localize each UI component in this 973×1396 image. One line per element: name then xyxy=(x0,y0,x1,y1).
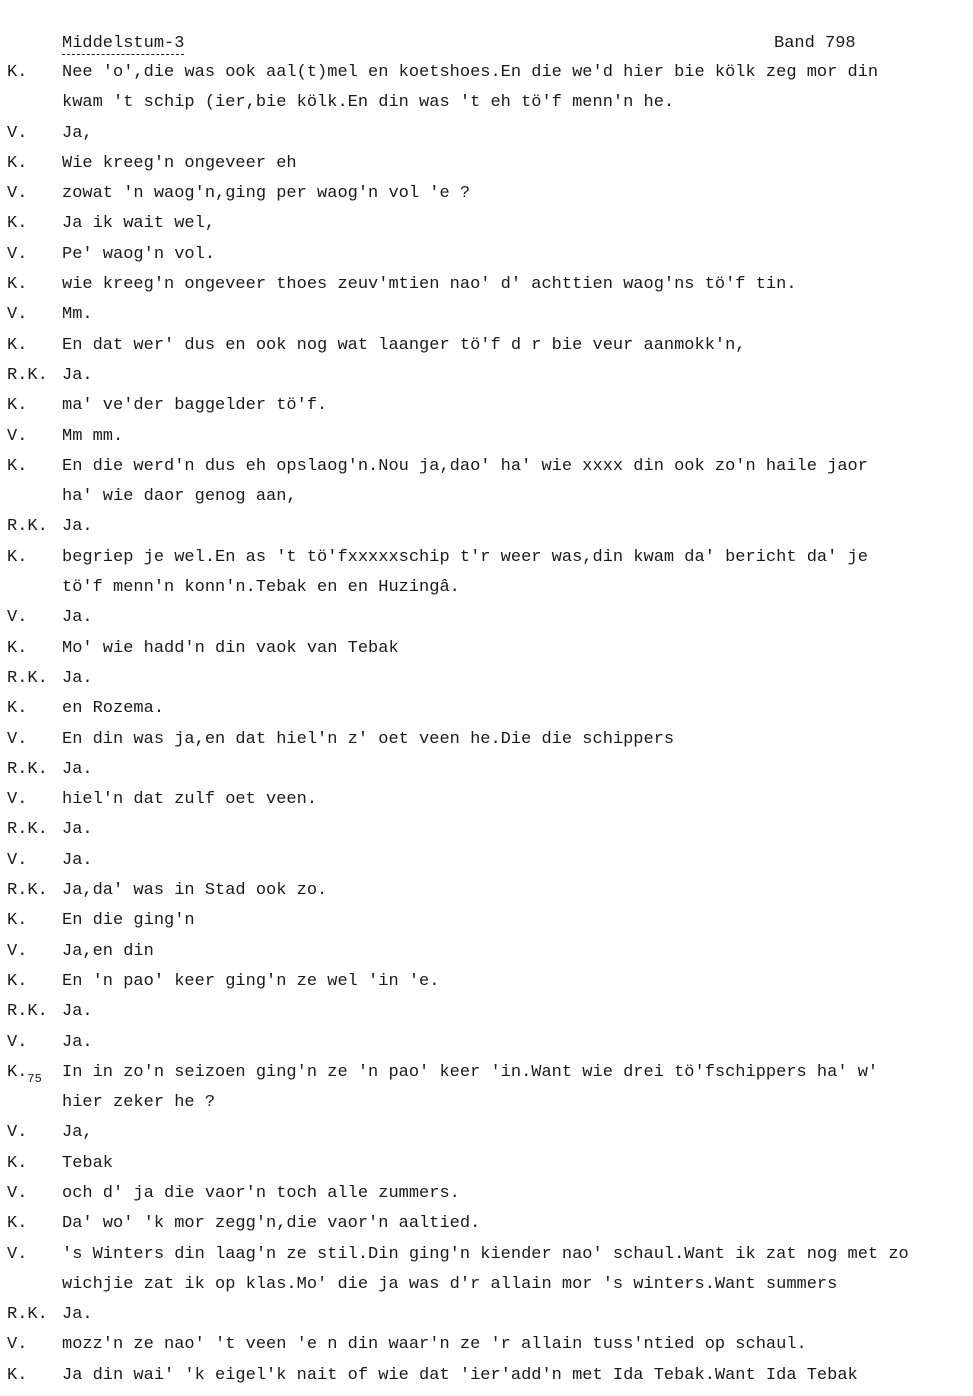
speaker-label: K. xyxy=(7,971,28,991)
transcript-line xyxy=(0,1033,973,1063)
speaker-label: K. xyxy=(7,335,28,355)
transcript-line xyxy=(0,1305,973,1335)
speaker-label: K. xyxy=(7,153,28,173)
utterance-text: hier zeker he ? xyxy=(62,1093,216,1113)
utterance-text: Pe' waog'n vol. xyxy=(62,244,216,264)
band-number: Band 798 xyxy=(774,34,856,53)
transcript-line xyxy=(0,124,973,154)
transcript-line xyxy=(0,578,973,608)
utterance-text: Ja. xyxy=(62,365,93,385)
transcript-line xyxy=(0,1275,973,1305)
transcript-line xyxy=(0,1002,973,1032)
utterance-text: ma' ve'der baggelder tö'f. xyxy=(62,396,328,416)
speaker-cell xyxy=(7,1062,42,1086)
utterance-text: wichjie zat ik op klas.Mo' die ja was d'r allain mor 's winters.Want summers xyxy=(62,1274,838,1294)
transcript-line xyxy=(0,699,973,729)
utterance-text: Ja. xyxy=(62,1305,93,1325)
transcript-line xyxy=(0,1245,973,1275)
utterance-text: Da' wo' 'k mor zegg'n,die vaor'n aaltied. xyxy=(62,1214,481,1234)
utterance-text: En die ging'n xyxy=(62,911,195,931)
speaker-label: K. xyxy=(7,214,28,234)
speaker-label: V. xyxy=(7,1183,28,1203)
transcript-line xyxy=(0,1123,973,1153)
speaker-label: K. xyxy=(7,1153,28,1173)
speaker-label: V. xyxy=(7,941,28,961)
utterance-text: Ja din wai' 'k eigel'k nait of wie dat 'ier'add'n met Ida Tebak.Want Ida Tebak xyxy=(62,1365,858,1385)
speaker-label: R.K. xyxy=(7,517,48,537)
speaker-label: R.K. xyxy=(7,668,48,688)
transcript-line xyxy=(0,942,973,972)
transcript-line xyxy=(0,669,973,699)
speaker-label: V. xyxy=(7,123,28,143)
transcript-line xyxy=(0,275,973,305)
utterance-text: Ja. xyxy=(62,608,93,628)
transcript-line xyxy=(0,972,973,1002)
utterance-text: Ja. xyxy=(62,820,93,840)
utterance-text: Nee 'o',die was ook aal(t)mel en koetshoes.En die we'd hier bie kölk zeg mor din xyxy=(62,63,879,82)
utterance-text: En 'n pao' keer ging'n ze wel 'in 'e. xyxy=(62,971,440,991)
transcript-line xyxy=(0,1335,973,1365)
speaker-label: K. xyxy=(7,638,28,658)
utterance-text: Mo' wie hadd'n din vaok van Tebak xyxy=(62,638,399,658)
transcript-line xyxy=(0,245,973,275)
speaker-label: K. xyxy=(7,275,28,295)
speaker-label: V. xyxy=(7,850,28,870)
speaker-label: V. xyxy=(7,244,28,264)
transcript-line xyxy=(0,396,973,426)
utterance-text: zowat 'n waog'n,ging per waog'n vol 'e ? xyxy=(62,184,471,204)
utterance-text: Ja. xyxy=(62,759,93,779)
transcript-line xyxy=(0,487,973,517)
transcript-line xyxy=(0,93,973,123)
utterance-text: En die werd'n dus eh opslaog'n.Nou ja,dao' ha' wie xxxx din ook zo'n haile jaor xyxy=(62,456,868,476)
speaker-label: K. xyxy=(7,547,28,567)
utterance-text: In in zo'n seizoen ging'n ze 'n pao' keer 'in.Want wie drei tö'fschippers ha' w' xyxy=(62,1062,879,1082)
speaker-label: V. xyxy=(7,729,28,749)
transcript-line xyxy=(0,517,973,547)
speaker-label: K. xyxy=(7,1365,28,1385)
transcript-line xyxy=(0,305,973,335)
utterance-text: En dat wer' dus en ook nog wat laanger tö'f d r bie veur aanmokk'n, xyxy=(62,335,746,355)
transcript-line xyxy=(0,1154,973,1184)
document-title: Middelstum-3 xyxy=(62,34,185,53)
utterance-text: och d' ja die vaor'n toch alle zummers. xyxy=(62,1183,460,1203)
speaker-label: V. xyxy=(7,1032,28,1052)
transcript-line xyxy=(0,1093,973,1123)
transcript-line xyxy=(0,760,973,790)
transcript-line xyxy=(0,548,973,578)
transcript-line xyxy=(0,336,973,366)
line-number: 75 xyxy=(27,1071,42,1086)
transcript-line xyxy=(0,366,973,396)
speaker-label: R.K. xyxy=(7,881,48,901)
speaker-label: V. xyxy=(7,184,28,204)
utterance-text: mozz'n ze nao' 't veen 'e n din waar'n ze 'r allain tuss'ntied op schaul. xyxy=(62,1335,807,1355)
transcript-line xyxy=(0,851,973,881)
transcript-line xyxy=(0,1063,973,1093)
utterance-text: wie kreeg'n ongeveer thoes zeuv'mtien nao' d' achttien waog'ns tö'f tin. xyxy=(62,275,797,295)
utterance-text: En din was ja,en dat hiel'n z' oet veen he.Die die schippers xyxy=(62,729,675,749)
speaker-label: R.K. xyxy=(7,759,48,779)
speaker-label: V. xyxy=(7,608,28,628)
speaker-label: R.K. xyxy=(7,365,48,385)
transcript-line xyxy=(0,154,973,184)
utterance-text: Ja ik wait wel, xyxy=(62,214,216,234)
utterance-text: begriep je wel.En as 't tö'fxxxxxschip t'r weer was,din kwam da' bericht da' je xyxy=(62,547,868,567)
transcript-line xyxy=(0,608,973,638)
speaker-label: K. xyxy=(7,911,28,931)
transcript-line xyxy=(0,1366,973,1396)
transcript-line xyxy=(0,639,973,669)
speaker-label: K. xyxy=(7,63,28,82)
speaker-label: K. xyxy=(7,1214,28,1234)
transcript-line xyxy=(0,911,973,941)
utterance-text: Ja. xyxy=(62,1032,93,1052)
transcript-line xyxy=(0,790,973,820)
utterance-text: Ja,da' was in Stad ook zo. xyxy=(62,881,328,901)
utterance-text: Mm mm. xyxy=(62,426,124,446)
utterance-text: Ja. xyxy=(62,517,93,537)
utterance-text: kwam 't schip (ier,bie kölk.En din was 't eh tö'f menn'n he. xyxy=(62,93,675,113)
transcript-line xyxy=(0,820,973,850)
speaker-label: K. xyxy=(7,1062,28,1082)
speaker-label: V. xyxy=(7,305,28,325)
transcript-line xyxy=(0,1214,973,1244)
transcript-line xyxy=(0,1184,973,1214)
transcript-line xyxy=(0,881,973,911)
speaker-label: V. xyxy=(7,1335,28,1355)
utterance-text: 's Winters din laag'n ze stil.Din ging'n kiender nao' schaul.Want ik zat nog met zo xyxy=(62,1244,909,1264)
utterance-text: hiel'n dat zulf oet veen. xyxy=(62,790,318,810)
speaker-label: R.K. xyxy=(7,820,48,840)
transcript-line xyxy=(0,63,973,93)
page-header xyxy=(0,34,973,58)
utterance-text: Ja. xyxy=(62,850,93,870)
transcript-line xyxy=(0,214,973,244)
speaker-label: R.K. xyxy=(7,1002,48,1022)
utterance-text: Ja, xyxy=(62,1123,93,1143)
speaker-label: V. xyxy=(7,1123,28,1143)
transcript-line xyxy=(0,427,973,457)
transcript-line xyxy=(0,457,973,487)
utterance-text: Ja,en din xyxy=(62,941,154,961)
transcript xyxy=(0,63,973,1396)
utterance-text: Tebak xyxy=(62,1153,114,1173)
speaker-label: K. xyxy=(7,396,28,416)
utterance-text: Ja. xyxy=(62,668,93,688)
utterance-text: Ja, xyxy=(62,123,93,143)
utterance-text: Wie kreeg'n ongeveer eh xyxy=(62,153,297,173)
transcript-line xyxy=(0,730,973,760)
utterance-text: tö'f menn'n konn'n.Tebak en en Huzingâ. xyxy=(62,578,460,598)
utterance-text: Ja. xyxy=(62,1002,93,1022)
speaker-label: V. xyxy=(7,790,28,810)
speaker-label: V. xyxy=(7,1244,28,1264)
utterance-text: ha' wie daor genog aan, xyxy=(62,487,297,507)
speaker-label: R.K. xyxy=(7,1305,48,1325)
transcript-line xyxy=(0,184,973,214)
speaker-label: V. xyxy=(7,426,28,446)
utterance-text: en Rozema. xyxy=(62,699,165,719)
utterance-text: Mm. xyxy=(62,305,93,325)
speaker-label: K. xyxy=(7,456,28,476)
speaker-label: K. xyxy=(7,699,28,719)
